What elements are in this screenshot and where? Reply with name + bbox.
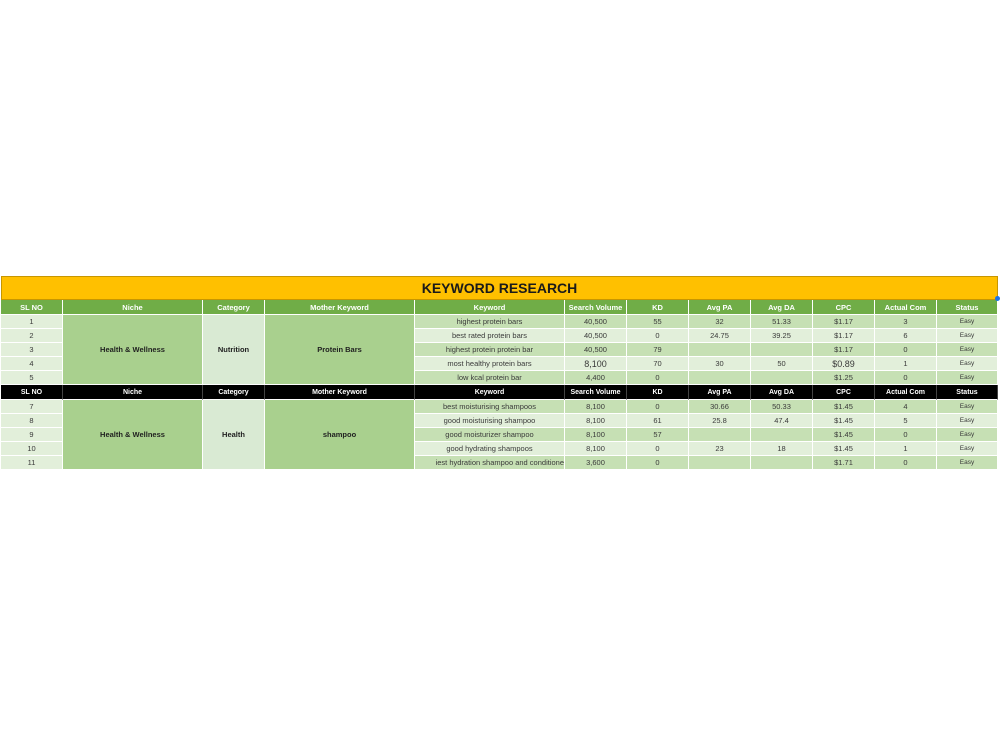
keyword-table <box>1 300 998 470</box>
search-volume-cell[interactable]: 4,400 <box>565 371 627 385</box>
kd-cell[interactable]: 70 <box>627 357 689 371</box>
actual-com-cell[interactable]: 6 <box>875 329 937 343</box>
avg-pa-cell[interactable]: 23 <box>689 442 751 456</box>
sl-no-cell[interactable]: 8 <box>1 414 63 428</box>
avg-pa-cell[interactable]: 32 <box>689 315 751 329</box>
avg-pa-cell[interactable]: 25.8 <box>689 414 751 428</box>
avg-da-cell[interactable] <box>751 428 813 442</box>
kd-cell[interactable]: 0 <box>627 400 689 414</box>
search-volume-cell[interactable]: 8,100 <box>565 414 627 428</box>
avg-da-cell[interactable] <box>751 456 813 470</box>
avg-da-cell[interactable]: 47.4 <box>751 414 813 428</box>
header-niche[interactable]: Niche <box>63 300 203 315</box>
cpc-cell[interactable]: $1.45 <box>813 442 875 456</box>
cpc-cell[interactable]: $1.17 <box>813 343 875 357</box>
header-actual-com[interactable]: Actual Com <box>875 300 937 315</box>
header-niche[interactable]: Niche <box>63 385 203 400</box>
keyword-research-sheet <box>1 276 998 470</box>
category-cell[interactable]: Health <box>203 400 265 470</box>
sl-no-cell[interactable]: 4 <box>1 357 63 371</box>
avg-pa-cell[interactable]: 24.75 <box>689 329 751 343</box>
sl-no-cell[interactable]: 9 <box>1 428 63 442</box>
avg-da-cell[interactable]: 39.25 <box>751 329 813 343</box>
actual-com-cell[interactable]: 3 <box>875 315 937 329</box>
header-kd[interactable]: KD <box>627 300 689 315</box>
actual-com-cell[interactable]: 0 <box>875 371 937 385</box>
cpc-cell[interactable]: $1.17 <box>813 329 875 343</box>
header-sl-no[interactable]: SL NO <box>1 300 63 315</box>
header-actual-com[interactable]: Actual Com <box>875 385 937 400</box>
actual-com-cell[interactable]: 0 <box>875 343 937 357</box>
actual-com-cell[interactable]: 0 <box>875 456 937 470</box>
search-volume-cell[interactable]: 8,100 <box>565 357 627 371</box>
header-mother-keyword[interactable]: Mother Keyword <box>265 300 415 315</box>
status-cell[interactable]: Easy <box>937 456 998 470</box>
header-category[interactable]: Category <box>203 385 265 400</box>
status-cell[interactable]: Easy <box>937 414 998 428</box>
avg-da-cell[interactable]: 51.33 <box>751 315 813 329</box>
header-status[interactable]: Status <box>937 300 998 315</box>
keyword-cell[interactable]: low kcal protein bar <box>415 371 565 385</box>
sl-no-cell[interactable]: 2 <box>1 329 63 343</box>
keyword-cell[interactable]: best moisturising shampoos <box>415 400 565 414</box>
cpc-cell[interactable]: $0.89 <box>813 357 875 371</box>
header-avg-da[interactable]: Avg DA <box>751 385 813 400</box>
niche-cell[interactable]: Health & Wellness <box>63 400 203 470</box>
search-volume-cell[interactable]: 40,500 <box>565 315 627 329</box>
kd-cell[interactable]: 0 <box>627 456 689 470</box>
avg-pa-cell[interactable]: 30.66 <box>689 400 751 414</box>
header-category[interactable]: Category <box>203 300 265 315</box>
avg-pa-cell[interactable] <box>689 456 751 470</box>
keyword-cell[interactable]: good moisturising shampoo <box>415 414 565 428</box>
header-mother-keyword[interactable]: Mother Keyword <box>265 385 415 400</box>
status-cell[interactable]: Easy <box>937 343 998 357</box>
keyword-cell[interactable]: highest protein protein bar <box>415 343 565 357</box>
keyword-cell[interactable]: good hydrating shampoos <box>415 442 565 456</box>
header-cpc[interactable]: CPC <box>813 300 875 315</box>
header-avg-da[interactable]: Avg DA <box>751 300 813 315</box>
header-search-volume[interactable]: Search Volume <box>565 300 627 315</box>
status-cell[interactable]: Easy <box>937 357 998 371</box>
niche-cell[interactable]: Health & Wellness <box>63 315 203 385</box>
sl-no-cell[interactable]: 7 <box>1 400 63 414</box>
cpc-cell[interactable]: $1.45 <box>813 400 875 414</box>
actual-com-cell[interactable]: 1 <box>875 442 937 456</box>
header-keyword[interactable]: Keyword <box>415 385 565 400</box>
cpc-cell[interactable]: $1.45 <box>813 414 875 428</box>
avg-pa-cell[interactable] <box>689 428 751 442</box>
selection-handle[interactable] <box>995 296 1000 301</box>
search-volume-cell[interactable]: 40,500 <box>565 329 627 343</box>
keyword-cell[interactable]: best rated protein bars <box>415 329 565 343</box>
kd-cell[interactable]: 57 <box>627 428 689 442</box>
header-avg-pa[interactable]: Avg PA <box>689 385 751 400</box>
avg-da-cell[interactable] <box>751 343 813 357</box>
sheet-title[interactable]: KEYWORD RESEARCH <box>1 276 998 300</box>
mother-keyword-cell[interactable]: shampoo <box>265 400 415 470</box>
header-keyword[interactable]: Keyword <box>415 300 565 315</box>
cpc-cell[interactable]: $1.71 <box>813 456 875 470</box>
category-cell[interactable]: Nutrition <box>203 315 265 385</box>
kd-cell[interactable]: 79 <box>627 343 689 357</box>
actual-com-cell[interactable]: 1 <box>875 357 937 371</box>
keyword-cell[interactable]: highest protein bars <box>415 315 565 329</box>
avg-da-cell[interactable] <box>751 371 813 385</box>
cpc-cell[interactable]: $1.25 <box>813 371 875 385</box>
sl-no-cell[interactable]: 10 <box>1 442 63 456</box>
kd-cell[interactable]: 61 <box>627 414 689 428</box>
keyword-cell[interactable]: iest hydration shampoo and conditione <box>415 456 565 470</box>
status-cell[interactable]: Easy <box>937 400 998 414</box>
cpc-cell[interactable]: $1.45 <box>813 428 875 442</box>
mother-keyword-cell[interactable]: Protein Bars <box>265 315 415 385</box>
kd-cell[interactable]: 0 <box>627 442 689 456</box>
kd-cell[interactable]: 0 <box>627 371 689 385</box>
sl-no-cell[interactable]: 5 <box>1 371 63 385</box>
cpc-cell[interactable]: $1.17 <box>813 315 875 329</box>
actual-com-cell[interactable]: 0 <box>875 428 937 442</box>
status-cell[interactable]: Easy <box>937 371 998 385</box>
kd-cell[interactable]: 55 <box>627 315 689 329</box>
avg-da-cell[interactable]: 18 <box>751 442 813 456</box>
header-search-volume[interactable]: Search Volume <box>565 385 627 400</box>
status-cell[interactable]: Easy <box>937 329 998 343</box>
header-cpc[interactable]: CPC <box>813 385 875 400</box>
search-volume-cell[interactable]: 8,100 <box>565 442 627 456</box>
sl-no-cell[interactable]: 3 <box>1 343 63 357</box>
header-avg-pa[interactable]: Avg PA <box>689 300 751 315</box>
keyword-cell[interactable]: most healthy protein bars <box>415 357 565 371</box>
status-cell[interactable]: Easy <box>937 442 998 456</box>
header-sl-no[interactable]: SL NO <box>1 385 63 400</box>
header-status[interactable]: Status <box>937 385 998 400</box>
search-volume-cell[interactable]: 8,100 <box>565 428 627 442</box>
avg-pa-cell[interactable] <box>689 343 751 357</box>
status-cell[interactable]: Easy <box>937 428 998 442</box>
avg-da-cell[interactable]: 50 <box>751 357 813 371</box>
keyword-cell[interactable]: good moisturizer shampoo <box>415 428 565 442</box>
header-kd[interactable]: KD <box>627 385 689 400</box>
kd-cell[interactable]: 0 <box>627 329 689 343</box>
actual-com-cell[interactable]: 4 <box>875 400 937 414</box>
actual-com-cell[interactable]: 5 <box>875 414 937 428</box>
sl-no-cell[interactable]: 11 <box>1 456 63 470</box>
search-volume-cell[interactable]: 40,500 <box>565 343 627 357</box>
search-volume-cell[interactable]: 8,100 <box>565 400 627 414</box>
avg-pa-cell[interactable]: 30 <box>689 357 751 371</box>
search-volume-cell[interactable]: 3,600 <box>565 456 627 470</box>
avg-pa-cell[interactable] <box>689 371 751 385</box>
avg-da-cell[interactable]: 50.33 <box>751 400 813 414</box>
status-cell[interactable]: Easy <box>937 315 998 329</box>
sl-no-cell[interactable]: 1 <box>1 315 63 329</box>
